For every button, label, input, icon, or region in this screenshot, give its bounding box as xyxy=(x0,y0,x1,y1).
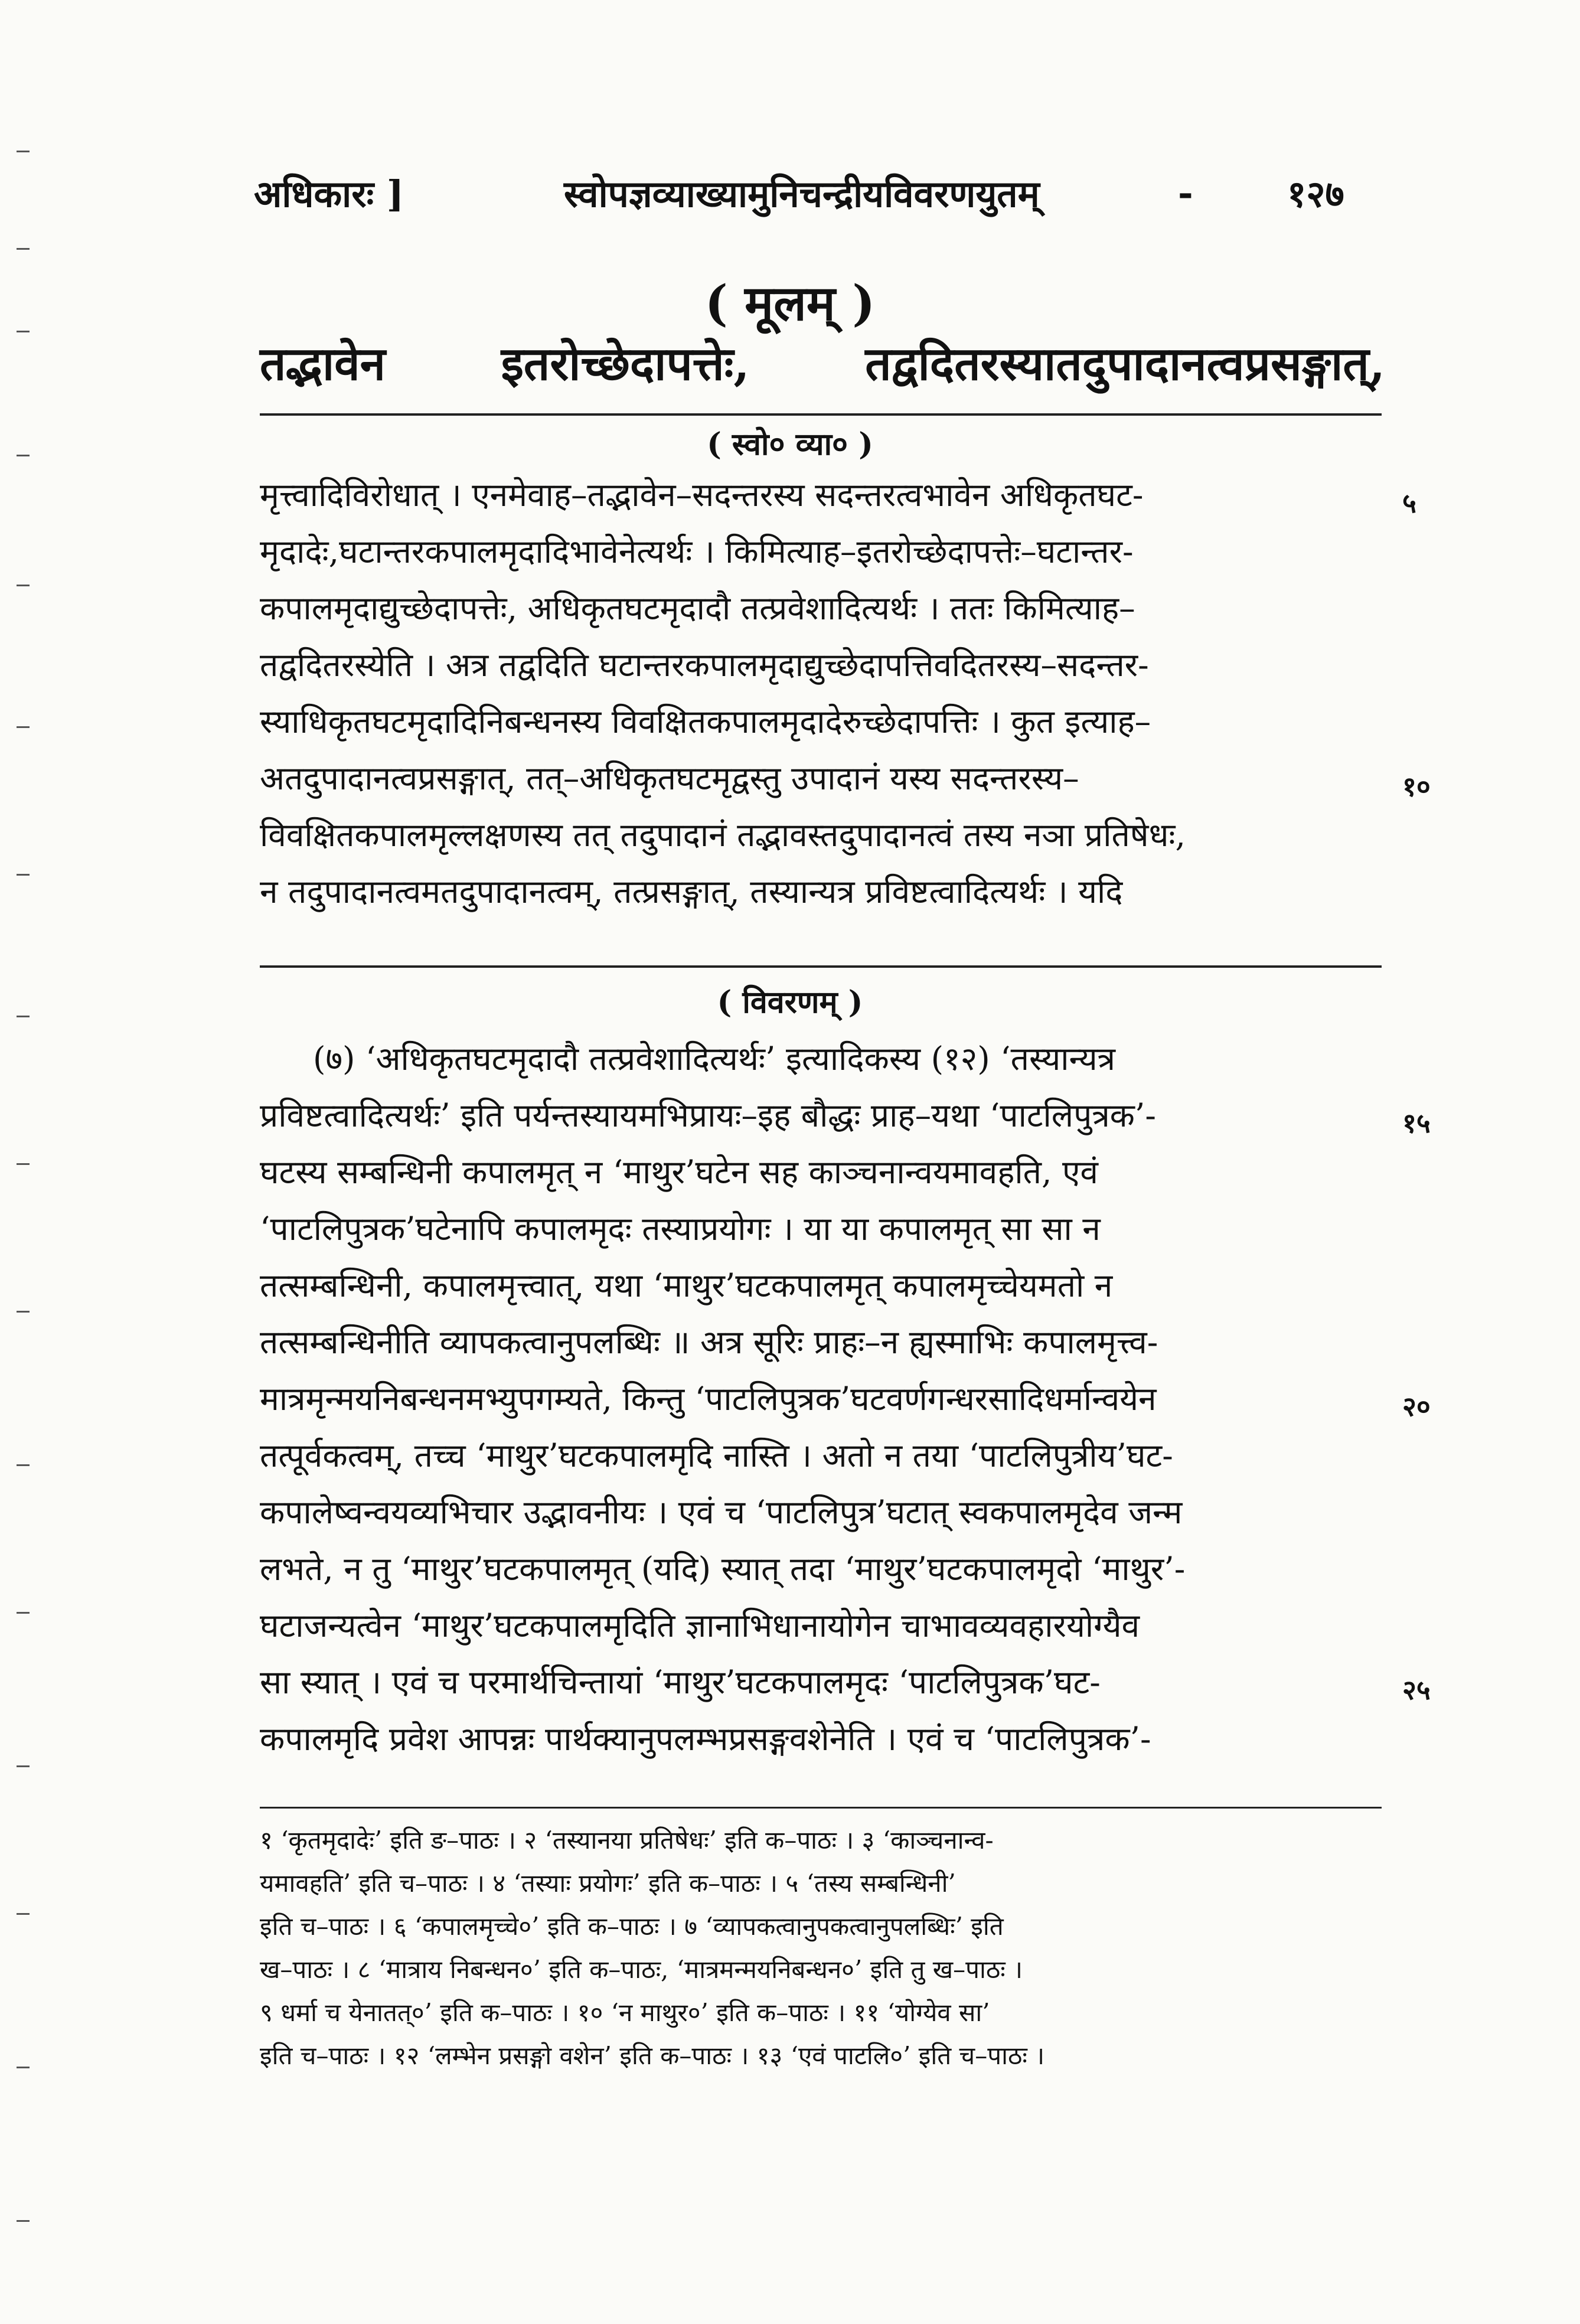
commentary-text xyxy=(260,466,1382,920)
line-number: २५ xyxy=(1402,1674,1431,1706)
text-line: मृत्त्वादिविरोधात् । एनमेवाह–तद्भावेन–सदन्तरस्य सदन्तरत्वभावेन अधिकृतघट- xyxy=(260,476,1144,514)
text-line: कपालेष्वन्वयव्यभिचार उद्भावनीयः । एवं च ‘पाटलिपुत्र’घटात् स्वकपालमृदेव जन्म xyxy=(260,1493,1183,1531)
page-number: १२७ xyxy=(1287,172,1344,216)
text-line: ‘पाटलिपुत्रक’घटेनापि कपालमृदः तस्याप्रयोगः । या या कपालमृत् सा सा न xyxy=(260,1210,1101,1248)
text-line: प्रविष्टत्वादित्यर्थः’ इति पर्यन्तस्यायमभिप्रायः–इह बौद्धः प्राह–यथा ‘पाटलिपुत्रक’- xyxy=(260,1096,1156,1134)
text-line: सा स्यात् । एवं च परमार्थचिन्तायां ‘माथुर’घटकपालमृदः ‘पाटलिपुत्रक’घट- xyxy=(260,1663,1101,1701)
commentary-label: ( स्वो० व्या० ) xyxy=(707,426,873,462)
running-header-dash: - xyxy=(1178,171,1193,214)
footnote-line: ९ धर्मा च येनातत्०’ इति क–पाठः । १० ‘न माथुर०’ इति क–पाठः । ११ ‘योग्येव सा’ xyxy=(260,1998,990,2027)
text-line: तत्सम्बन्धिनी, कपालमृत्त्वात्, यथा ‘माथुर’घटकपालमृत् कपालमृच्चेयमतो न xyxy=(260,1267,1113,1304)
text-line: मृदादेः,घटान्तरकपालमृदादिभावेनेत्यर्थः । किमित्याह–इतरोच्छेदापत्तेः–घटान्तर- xyxy=(260,533,1134,570)
text-line: विवक्षितकपालमृल्लक्षणस्य तत् तदुपादानं तद्भावस्तदुपादानत्वं तस्य नञा प्रतिषेधः, xyxy=(260,816,1186,854)
footnote-line: १ ‘कृतमृदादेः’ इति ङ–पाठः । २ ‘तस्यानया प्रतिषेधः’ इति क–पाठः । ३ ‘काञ्चनान्व- xyxy=(260,1826,994,1855)
divider-rule xyxy=(260,413,1382,416)
footnote-line: इति च–पाठः । १२ ‘लम्भेन प्रसङ्गो वशेन’ इति क–पाठः । १३ ‘एवं पाटलि०’ इति च–पाठः । xyxy=(260,2041,1045,2070)
footnote-line: ख–पाठः । ८ ‘मात्राय निबन्धन०’ इति क–पाठः, ‘मात्रमन्मयनिबन्धन०’ इति तु ख–पाठः । xyxy=(260,1955,1023,1984)
footnote-rule xyxy=(260,1807,1382,1809)
vivarana-label: ( विवरणम् ) xyxy=(717,984,863,1020)
text-line: घटाजन्यत्वेन ‘माथुर’घटकपालमृदिति ज्ञानाभिधानायोगेन चाभावव्यवहारयोग्यैव xyxy=(260,1607,1140,1644)
mula-verse xyxy=(260,331,1385,393)
line-number: १५ xyxy=(1402,1107,1431,1139)
mula-word: इतरोच्छेदापत्तेः, xyxy=(501,337,750,391)
divider-rule xyxy=(260,965,1382,968)
footnotes xyxy=(260,1819,1382,2077)
mula-title: ( मूलम् ) xyxy=(704,275,876,332)
text-line: तत्पूर्वकत्वम्, तच्च ‘माथुर’घटकपालमृदि नास्ति । अतो न तया ‘पाटलिपुत्रीय’घट- xyxy=(260,1437,1173,1474)
mula-word: तद्वदितरस्यातदुपादानत्वप्रसङ्गात्, xyxy=(865,337,1385,391)
line-number: १० xyxy=(1402,771,1431,802)
mula-word: तद्भावेन xyxy=(260,337,386,391)
text-line: लभते, न तु ‘माथुर’घटकपालमृत् (यदि) स्यात् तदा ‘माथुर’घटकपालमृदो ‘माथुर’- xyxy=(260,1550,1186,1588)
text-line: न तदुपादानत्वमतदुपादानत्वम्, तत्प्रसङ्गात्, तस्यान्यत्र प्रविष्टत्वादित्यर्थः । यदि xyxy=(260,873,1123,910)
text-line: तद्वदितरस्येति । अत्र तद्वदिति घटान्तरकपालमृदाद्युच्छेदापत्तिवदितरस्य–सदन्तर- xyxy=(260,646,1149,684)
text-line: कपालमृदाद्युच्छेदापत्तेः, अधिकृतघटमृदादौ तत्प्रवेशादित्यर्थः । ततः किमित्याह– xyxy=(260,589,1135,627)
footnote-line: यमावहति’ इति च–पाठः । ४ ‘तस्याः प्रयोगः’ इति क–पाठः । ५ ‘तस्य सम्बन्धिनी’ xyxy=(260,1869,956,1898)
text-line: तत्सम्बन्धिनीति व्यापकत्वानुपलब्धिः ॥ अत्र सूरिः प्राहः–न ह्यस्माभिः कपालमृत्त्व- xyxy=(260,1323,1158,1361)
running-header-left: अधिकारः ] xyxy=(254,172,404,216)
text-line: अतदुपादानत्वप्रसङ्गात्, तत्–अधिकृतघटमृद्वस्तु उपादानं यस्य सदन्तरस्य– xyxy=(260,759,1079,797)
line-number: २० xyxy=(1402,1391,1431,1422)
text-line: कपालमृदि प्रवेश आपन्नः पार्थक्यानुपलम्भप्रसङ्गवशेनेति । एवं च ‘पाटलिपुत्रक’- xyxy=(260,1720,1151,1758)
text-line: स्याधिकृतघटमृदादिनिबन्धनस्य विवक्षितकपालमृदादेरुच्छेदापत्तिः । कुत इत्याह– xyxy=(260,703,1151,740)
footnote-line: इति च–पाठः । ६ ‘कपालमृच्चे०’ इति क–पाठः । ७ ‘व्यापकत्वानुपकत्वानुपलब्धिः’ इति xyxy=(260,1912,1004,1941)
running-header-title: स्वोपज्ञव्याख्यामुनिचन्द्रीयविवरणयुतम् xyxy=(564,172,1040,216)
text-line: मात्रमृन्मयनिबन्धनमभ्युपगम्यते, किन्तु ‘पाटलिपुत्रक’घटवर्णगन्धरसादिधर्मान्वयेन xyxy=(260,1380,1157,1418)
text-line: घटस्य सम्बन्धिनी कपालमृत् न ‘माथुर’घटेन सह काञ्चनान्वयमावहति, एवं xyxy=(260,1153,1098,1191)
line-number: ५ xyxy=(1402,487,1416,519)
vivarana-text xyxy=(260,1030,1382,1767)
text-line: (७) ‘अधिकृतघटमृदादौ तत्प्रवेशादित्यर्थः’ इत्यादिकस्य (१२) ‘तस्यान्यत्र xyxy=(313,1040,1116,1078)
